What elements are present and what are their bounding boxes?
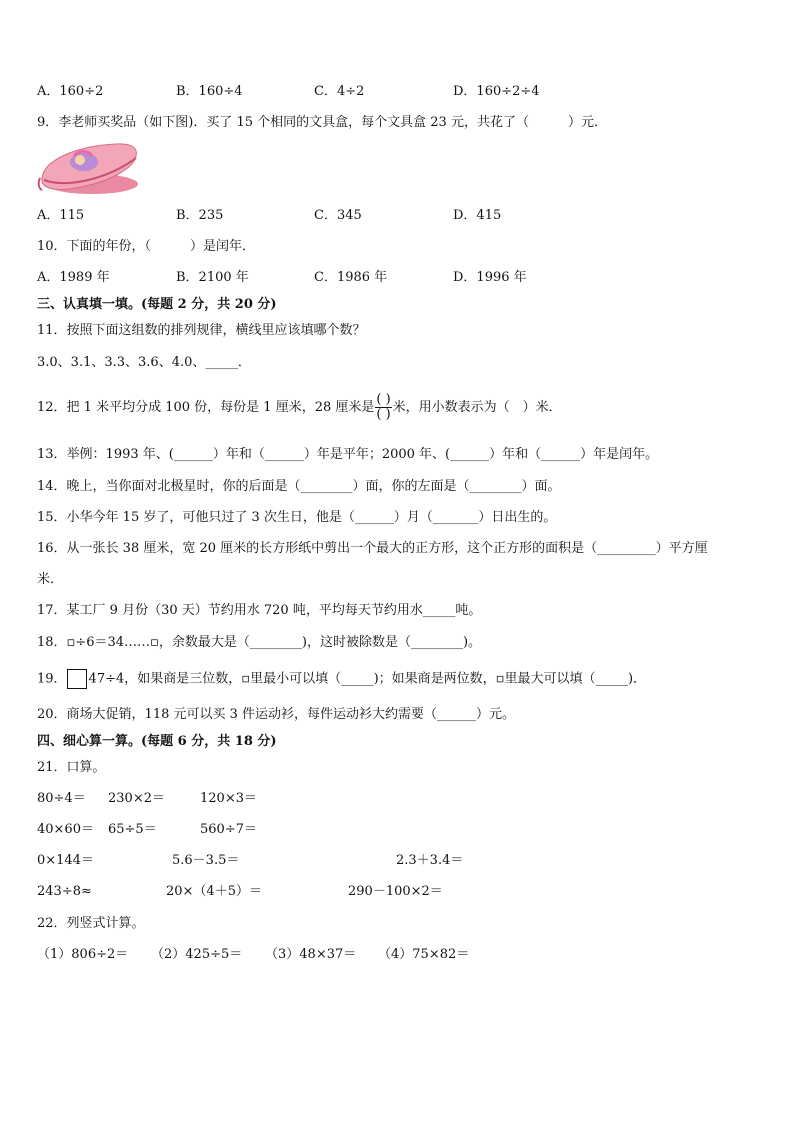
question-12 [37,390,562,426]
question-11-sequence: 3.0、3.1、3.3、3.6、4.0、_____． [37,355,251,370]
question-15: 15．小华今年 15 岁了，可他只过了 3 次生日，他是（______）月（_______）日出生的。 [37,510,557,525]
question-10: 10．下面的年份，（ ）是闰年． [37,239,256,254]
q19-text: 47÷4，如果商是三位数，▫里最小可以填（_____)；如果商是两位数，▫里最大可以填（_____)． [88,671,647,687]
q10-option-d: D．1996 年 [453,270,527,285]
q8-option-b: B．160÷4 [176,84,243,99]
q9-option-c: C．345 [314,208,362,223]
q9-option-d: D．415 [453,208,502,223]
oral-calc-3: 120×3＝ [200,791,257,806]
question-11: 11．按照下面这组数的排列规律，横线里应该填哪个数？ [37,323,366,338]
question-17: 17．某工厂 9 月份（30 天）节约用水 720 吨，平均每天节约用水_____吨。 [37,603,482,618]
oral-calc-11: 20×（4＋5）＝ [166,884,262,899]
oral-calc-5: 65÷5＝ [108,822,157,837]
q12-suffix: 米，用小数表示为（ ）米． [392,400,562,415]
question-16: 16．从一张长 38 厘米，宽 20 厘米的长方形纸中剪出一个最大的正方形，这个正方形的面积是（_________）平方厘 [37,541,708,556]
section-4-heading: 四、细心算一算。(每题 6 分，共 18 分) [37,734,277,749]
question-21: 21．口算。 [37,760,106,775]
oral-calc-1: 80÷4＝ [37,791,86,806]
question-9: 9．李老师买奖品（如下图)．买了 15 个相同的文具盒，每个文具盒 23 元，共花了（ ）元． [37,115,607,130]
question-18: 18．▫÷6＝34……▫，余数最大是（________)，这时被除数是（________)。 [37,635,482,650]
q12-prefix: 12．把 1 米平均分成 100 份，每份是 1 厘米，28 厘米是 [37,400,375,415]
q10-option-a: A．1989 年 [37,270,110,285]
q12-fraction [375,393,391,422]
blank-box [67,669,87,689]
q12-numerator: ( ) [376,392,391,407]
oral-calc-2: 230×2＝ [108,791,165,806]
q8-option-d: D．160÷2÷4 [453,84,540,99]
oral-calc-10: 243÷8≈ [37,884,92,899]
oral-calc-9: 2.3＋3.4＝ [396,853,464,868]
oral-calc-4: 40×60＝ [37,822,94,837]
q8-option-a: A．160÷2 [37,84,104,99]
pink-pencil-case-icon [36,138,140,198]
vertical-calc-2: （2）425÷5＝ [151,947,243,962]
question-20: 20．商场大促销，118 元可以买 3 件运动衫，每件运动衫大约需要（______）元。 [37,707,516,722]
question-14: 14．晚上，当你面对北极星时，你的后面是（________）面，你的左面是（________）面。 [37,479,561,494]
q12-denominator: ( ) [376,407,391,422]
oral-calc-7: 0×144＝ [37,853,94,868]
vertical-calc-4: （4）75×82＝ [378,947,470,962]
q9-option-b: B．235 [176,208,224,223]
q19-prefix: 19． [37,671,67,687]
q8-option-c: C．4÷2 [314,84,365,99]
oral-calc-8: 5.6－3.5＝ [172,853,240,868]
question-22: 22．列竖式计算。 [37,916,145,931]
vertical-calc-1: （1）806÷2＝ [37,947,129,962]
question-16-cont: 米． [37,572,64,587]
question-19 [37,669,646,689]
question-13: 13．举例：1993 年、(______）年和（______）年是平年；2000 年、(______）年和（______）年是闰年。 [37,447,659,462]
oral-calc-6: 560÷7＝ [200,822,257,837]
q10-option-c: C．1986 年 [314,270,388,285]
vertical-calc-3: （3）48×37＝ [265,947,357,962]
q9-option-a: A．115 [37,208,85,223]
q10-option-b: B．2100 年 [176,270,249,285]
section-3-heading: 三、认真填一填。(每题 2 分，共 20 分) [37,297,277,312]
oral-calc-12: 290－100×2＝ [348,884,443,899]
